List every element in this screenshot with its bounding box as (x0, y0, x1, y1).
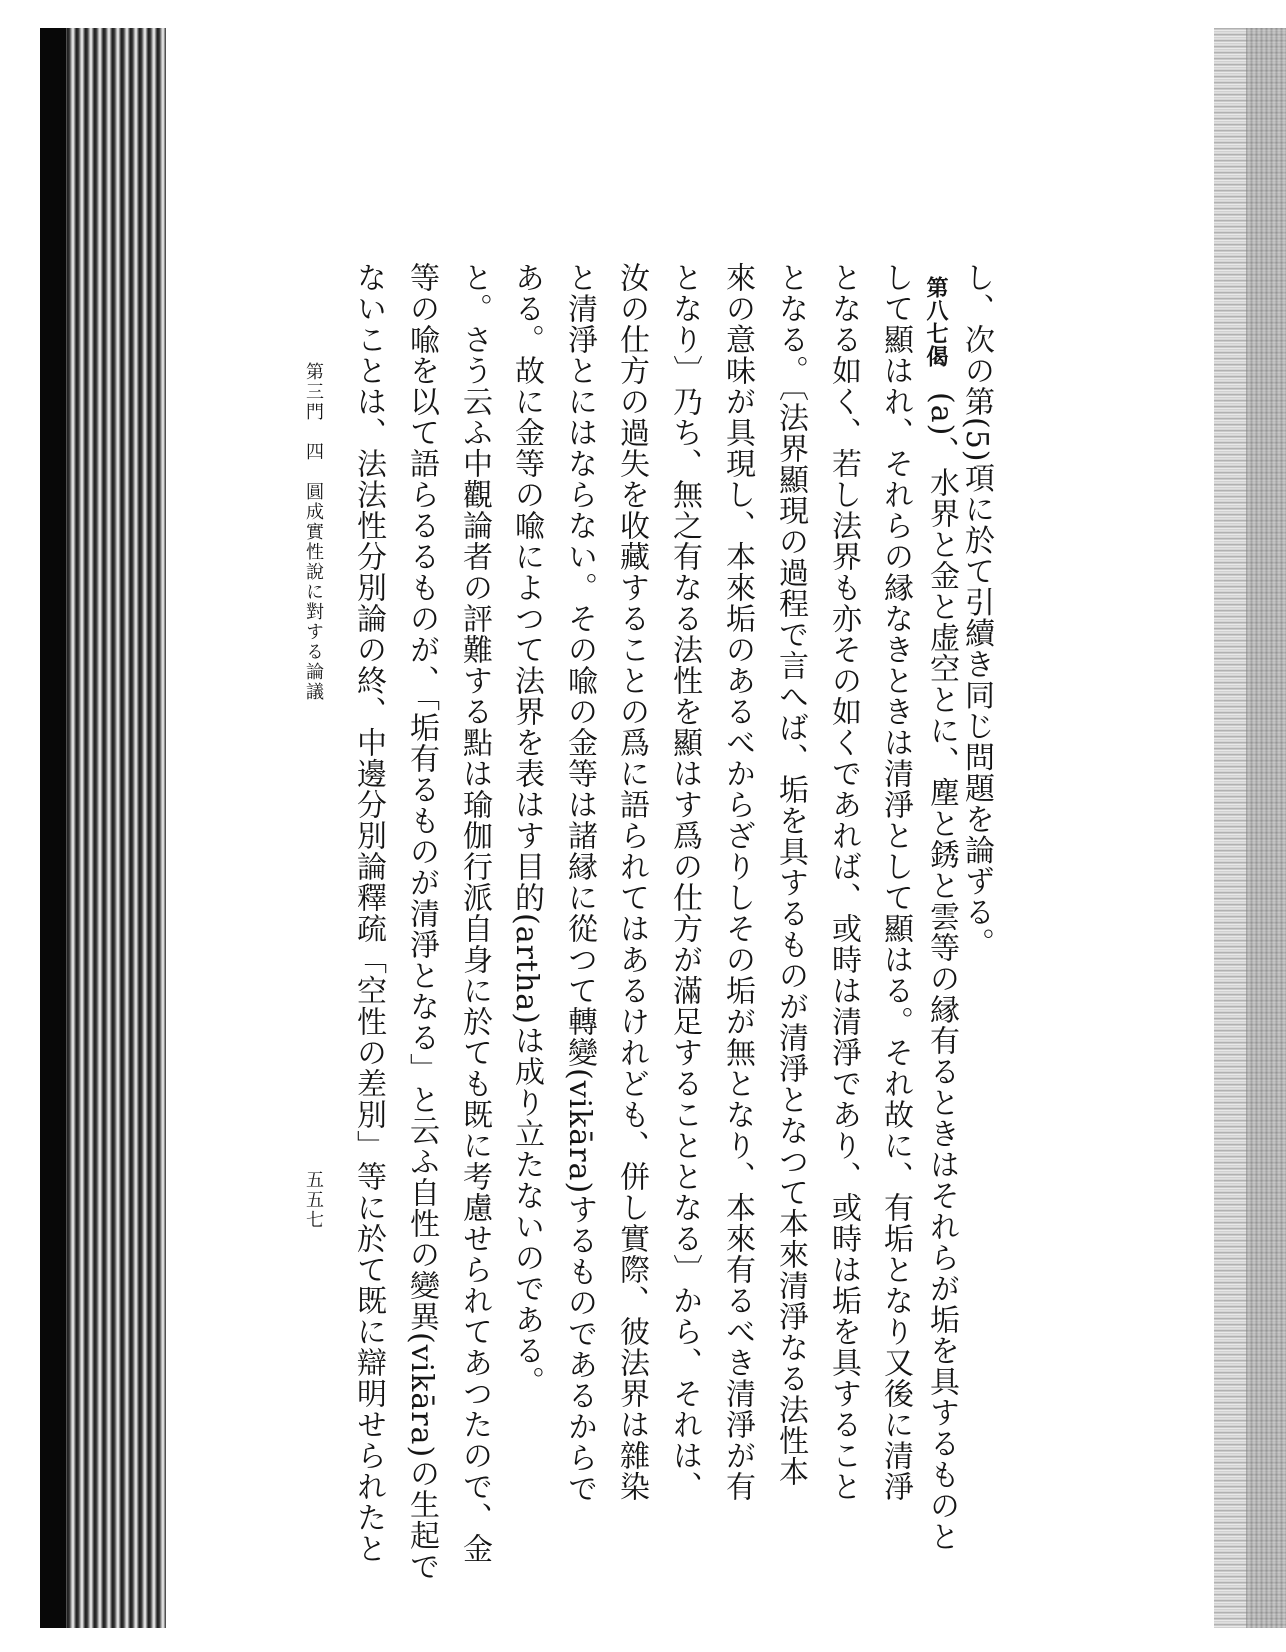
text-line-12: 等の喩を以て語らるるものが、「垢有るものが清淨となる」と云ふ自性の變異(vikāra)の生起で (404, 262, 439, 1583)
verse-heading: 第八七偈 (923, 276, 949, 368)
text-line-4: となる如く、若し法界も亦その如くであれば、或時は清淨であり、或時は垢を具すること (826, 262, 861, 1502)
text-line-7: となり〕乃ち、無之有なる法性を顯はす爲の仕方が滿足することとなる〕から、それは、 (667, 262, 702, 1502)
text-line-13: ないことは、法法性分別論の終、中邊分別論釋疏「空性の差別」等に於て既に辯明せられたと (351, 262, 386, 1564)
book-gutter-shadow (40, 28, 66, 1628)
text-line-8: 汝の仕方の過失を收藏することの爲に語られてはあるけれども、併し實際、彼法界は雜染 (614, 262, 649, 1502)
text-line-11: と。さう云ふ中觀論者の評難する點は瑜伽行派自身に於ても既に考慮せられてあつたので、金 (457, 262, 492, 1564)
text-line-1: し、次の第(5)項に於て引續き同じ問題を論ずる。 (959, 262, 994, 959)
page-number: 五五七 (303, 1170, 324, 1230)
running-title: 第三門 四 圓成實性說に對する論議 (303, 362, 324, 702)
text-line-5: となる。〔法界顯現の過程で言へば、垢を具するものが清淨となつて本來清淨なる法性本 (773, 262, 808, 1487)
text-line-10: ある。故に金等の喩によつて法界を表はす目的(artha)は成り立たないのである。 (509, 262, 544, 1397)
text-line-3: して顯はれ、それらの縁なきときは清淨として顯はる。それ故に、有垢となり又後に清淨 (878, 262, 913, 1502)
page-edge-shadow (1246, 28, 1286, 1628)
text-line-2: (a)、水界と金と虚空とに、塵と銹と雲等の縁有るときはそれらが垢を具するものと (924, 392, 959, 1553)
text-line-6: 來の意味が具現し、本來垢のあるべからざりしその垢が無となり、本來有るべき清淨が有 (720, 262, 755, 1502)
text-line-9: と清淨とにはならない。その喩の金等は諸縁に從つて轉變(vikāra)するものであるからで (562, 262, 597, 1505)
